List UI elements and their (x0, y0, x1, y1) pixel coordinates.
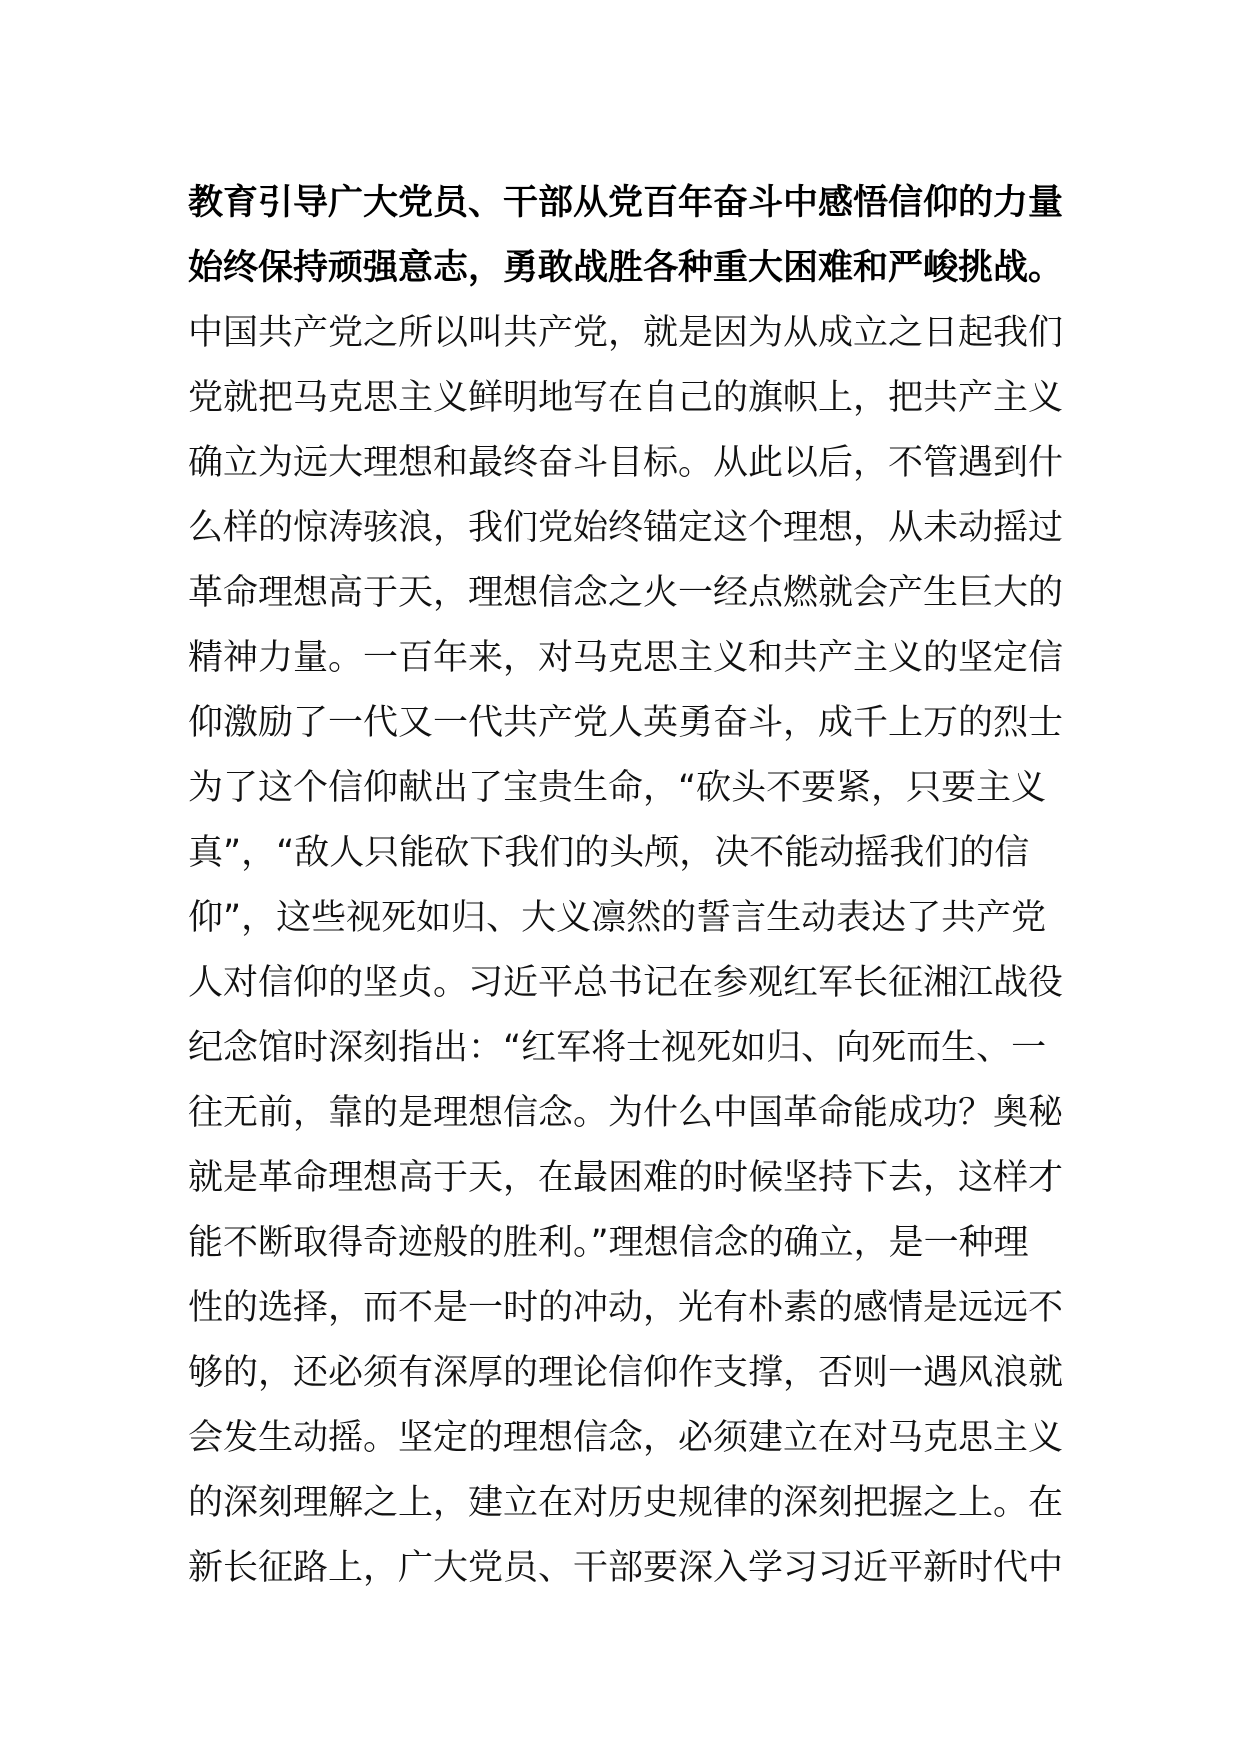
body-line: 革命理想高于天，理想信念之火一经点燃就会产生巨大的 (188, 573, 1064, 613)
body-line: 的深刻理解之上，建立在对历史规律的深刻把握之上。在 (188, 1483, 1064, 1523)
body-line: 纪念馆时深刻指出：“红军将士视死如归、向死而生、一 (188, 1028, 1047, 1068)
text-block (188, 171, 1068, 1601)
body-line: 新长征路上，广大党员、干部要深入学习习近平新时代中 (188, 1548, 1064, 1588)
body-line: 中国共产党之所以叫共产党，就是因为从成立之日起我们 (188, 313, 1064, 353)
body-line: 确立为远大理想和最终奋斗目标。从此以后，不管遇到什 (188, 443, 1064, 483)
body-line: 就是革命理想高于天，在最困难的时候坚持下去，这样才 (188, 1158, 1064, 1198)
body-line: 精神力量。一百年来，对马克思主义和共产主义的坚定信 (188, 638, 1064, 678)
body-line: 能不断取得奇迹般的胜利。”理想信念的确立，是一种理 (188, 1223, 1029, 1263)
body-line: 为了这个信仰献出了宝贵生命，“砍头不要紧，只要主义 (188, 768, 1047, 808)
body-line: 会发生动摇。坚定的理想信念，必须建立在对马克思主义 (188, 1418, 1064, 1458)
body-line: 么样的惊涛骇浪，我们党始终锚定这个理想，从未动摇过 (188, 508, 1064, 548)
heading-line: 始终保持顽强意志，勇敢战胜各种重大困难和严峻挑战。 (188, 248, 1064, 288)
body-line: 人对信仰的坚贞。习近平总书记在参观红军长征湘江战役 (188, 963, 1064, 1003)
body-line: 够的，还必须有深厚的理论信仰作支撑，否则一遇风浪就 (188, 1353, 1064, 1393)
body-line: 真”，“敌人只能砍下我们的头颅，决不能动摇我们的信 (188, 833, 1030, 873)
body-line: 仰”，这些视死如归、大义凛然的誓言生动表达了共产党 (188, 898, 1047, 938)
body-line: 往无前，靠的是理想信念。为什么中国革命能成功？奥秘 (188, 1093, 1064, 1133)
heading-line: 教育引导广大党员、干部从党百年奋斗中感悟信仰的力量 (188, 183, 1064, 223)
body-line: 党就把马克思主义鲜明地写在自己的旗帜上，把共产主义 (188, 378, 1064, 418)
body-line: 性的选择，而不是一时的冲动，光有朴素的感情是远远不 (188, 1288, 1064, 1328)
body-line: 仰激励了一代又一代共产党人英勇奋斗，成千上万的烈士 (188, 703, 1064, 743)
